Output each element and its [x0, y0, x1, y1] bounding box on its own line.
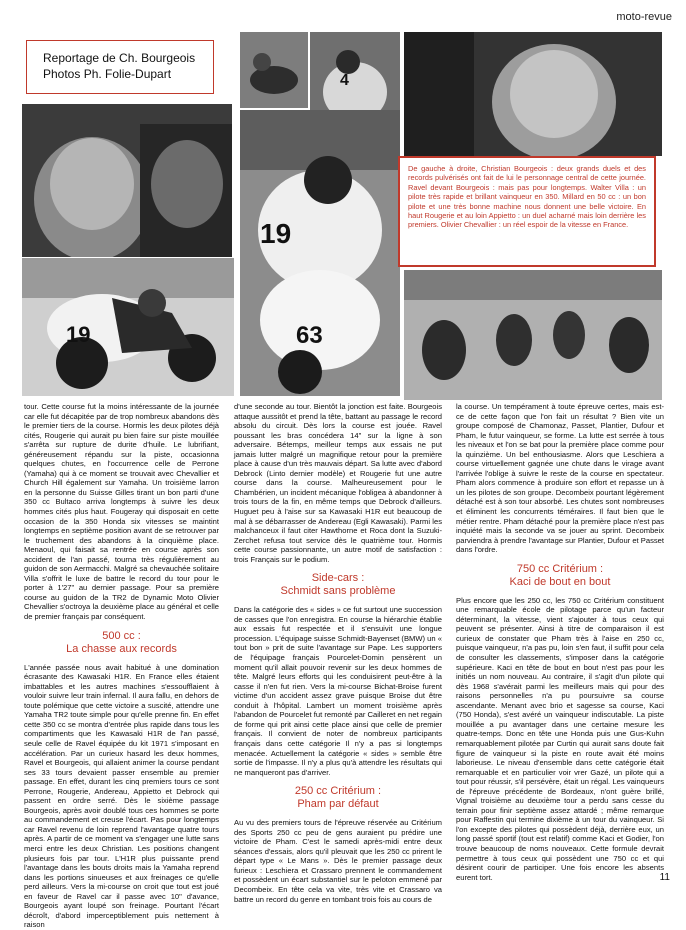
- col1-paragraph-2: L'année passée nous avait habitué à une domination écrasante des Kawasaki H1R. En France elles étaient imbattables et les autres machines s'essoufflaient à vouloir suivre leur train infernal. Il aura fallu, en dehors de toute polémique que cette victoire a suscité, attendre une Yamaha TR2 toute simple pour qu'elle prenne fin. En effet cette 350 cc se montra d'entrée plus rapide dans tous les compartiments que les Kawasaki H1R de l'an passé, seule celle de Ravel équipée du kit 1971 s'imposant en accélération. Par un curieux hasard les deux hommes, Ravel et Bourgeois, qui allaient animer la course pendant ses 33 tours devaient passer ensemble au premier passage. En effet, durant les cinq premiers tours ce sont Perrone, Rougerie, Andereau, Appietto et Debrock qui passent en ordre serré. Dès le sixième passage Bourgeois, après avoir doublé tous ces hommes se porte au commandement et creuse l'écart. Pas pour longtemps car Ravel revenu de loin reprend l'avantage quatre tours après. A partir de ce moment va s'engager une lutte sans merci entre les deux Christian. Les positions changent plusieurs fois par tour. L'H1R plus puissante prend l'avantage dans les bouts droits mais la Yamaha reprend dans les portions sinueuses et aux freinages ce qu'elle perd ailleurs. Vers la mi-course on croit que tout est joué en faveur de Ravel car il passe avec 10" d'avance, Bourgeois ayant loupé son freinage. Pourtant l'écart décroît, d'abord imperceptiblement puis nettement à raison: [24, 662, 219, 930]
- subheading-750cc-line2: Kaci de bout en bout: [509, 575, 611, 588]
- photo-caption: De gauche à droite, Christian Bourgeois : deux grands duels et des records pulvérisés ont fait de lui le personnage central de cette journée. Ravel devant Bourgeois : mais pas pour longtemps. Walter Villa : un pilote très rapide et brillant vainqueur en 350. Millard en 50 cc : un bon pilote et une très bonne machine nous donnent une belle victoire. En haut Rougerie et au loin Appietto : un duel acharné mais loin derrière les premiers. Olivier Chevallier : un réel espoir de la vitesse en France.: [398, 156, 656, 267]
- col2-paragraph-1: d'une seconde au tour. Bientôt la jonction est faite. Bourgeois attaque aussitôt et prend la tête, battant au passage le record absolu du circuit. Dès lors la course est jouée. Ravel poussant les bras concédera 14" sur la ligne à son adversaire. Bétemps, meilleur temps aux essais ne put jamais lutter malgré un magnifique retour pour la première place à cause d'un très mauvais départ. Sa lutte avec d'abord Debrock (Linto dernier modèle) et Rougerie fut une autre course dans la course. Malheureusement pour le Chambérien, un incident mécanique l'obligea à abandonner à trois tours de la fin, en même temps que Debrock d'ailleurs. Huguet peu à l'aise sur sa Kawasaki H1R eut beaucoup de mal à se débarrasser de Andereau (Egli Kawasaki). Parmi les malchanceux il faut citer Hawthorne et Roca dont la Suzuki-Zerchet refusa tout service dès le quatrième tour. Hormis cette course passionnante, un autre motif de satisfaction : trois Français sur le podium.: [234, 402, 442, 564]
- rider-number-center-bottom: 63: [296, 322, 323, 349]
- subheading-250cc-line2: Pham par défaut: [297, 798, 379, 811]
- col2-paragraph-3: Au vu des premiers tours de l'épreuve réservée au Critérium des Sports 250 cc peu de gens auraient pu prédire une victoire de Pham. C'est le samedi après-midi entre deux séances d'essais, alors qu'il pleuvait que les 250 cc prirent le départ type « Le Mans ». Dès le premier passage deux furieux : Leschiera et Crassaro prennent le commandement et possèdent un écart substantiel sur le peloton emmené par Decombeix. En tête cela va vite, très vite et Crassaro va battre un record du genre en tombant trois fois au cours de: [234, 818, 442, 904]
- photo-rider-portrait-left: [22, 104, 232, 257]
- article-column-3: [456, 402, 664, 882]
- photo-rider-bike-left: [22, 258, 234, 396]
- subheading-250cc-line1: 250 cc Critérium :: [294, 785, 382, 798]
- section-header: moto-revue: [616, 11, 672, 23]
- subheading-500cc-line1: 500 cc :: [102, 629, 141, 642]
- page-number: 11: [659, 872, 670, 883]
- col3-paragraph-1: la course. Un tempérament à toute épreuve certes, mais est-ce de cette façon que l'on fait un résultat ? Bien vite un groupe composé de Chamonaz, Passet, Plantier, Dufour et Pham, le futur vainqueur, se forme. La lutte est serrée à tous les niveaux et l'on se bat pour la première place comme pour la quinzième. Un bel enthousiasme. Alors que Leschiera a course virtuellement gagnée une chute dans le virage avant l'arrivée l'oblige à suivre le reste de la course en spectateur. Pham alors commence à produire son effort et repasse un à un les pilotes de son groupe. Decombeix pourtant légèrement détaché est à son tour absorbé. Les chutes sont nombreuses et éliminent les concurrents téméraires. Il faut bien que le métier rentre. Pham détaché pour la première place n'est pas inquiété mais la seconde va se jouer au sprint. Decombeix parviendra à prendre l'avantage sur Plantier, Dufour et Passet dans l'ordre.: [456, 402, 664, 555]
- col3-paragraph-2: Plus encore que les 250 cc, les 750 cc Critérium constituent une remarquable école de pilotage parce qu'un facteur déterminant, la vitesse, vient s'ajouter à tous ceux qui peuvent se présenter. Ainsi à titre de comparaison il est curieux de constater que Pham très à l'aise en 250 cc, puisque vainqueur, n'a pas pu, loin s'en faut, il suffit pour cela de consulter les classements, s'imposer dans la catégorie supérieure. Kaci en tête de bout en bout n'est pas pour les initiés un nom nouveau. Au contraire, il s'agit d'un pilote qui dès 1968 s'avérait parmi les meilleurs mais qui pour des raisons personnelles n'a pu poursuivre sa course ascendante. Menant avec brio et sagesse sa course, Kaci (750 Honda), s'est avéré un vainqueur indiscutable. La piste mouillée a pu avantager dans une certaine mesure les quatre-temps. Donc en tête une Honda puis une Gus-Kuhn remarquablement pilotée par Curtin qui aurait sans doute fait figure de vainqueur si la piste en route avait été moins laborieuse. Le niveau d'ensemble dans cette catégorie était remarquable et en particulier voir vrer Gazé, un pilote qui a tout pour réussir, s'il persévère, était un régal. Les vainqueurs de l'épreuve précédente de Bordeaux, n'ont guère brillé, Vignal troisième au deuxième tour a perdu sans cesse du terrain pour finir septième assez attardé ; même remarque pour Raffestin qui termine dixième à un tour du vainqueur. Si l'on excepte des pilotes qui possèdent déjà, derrière eux, un long passé sportif (tout est relatif) comme Kaci et Godier, l'on trouve beaucoup de noms nouveaux. Cette formule devrait permettre à tous ceux qui possèdent une 750 cc et qui désirent courir de participer. Une fois encore les absents eurent tort.: [456, 595, 664, 882]
- article-column-1: [24, 402, 219, 930]
- rider-number-left: 19: [66, 322, 91, 347]
- article-column-2: [234, 402, 442, 904]
- subheading-500cc-line2: La chasse aux records: [66, 642, 177, 655]
- byline-box: [26, 40, 214, 94]
- rider-number-top-mid: 4: [340, 72, 349, 89]
- subheading-500cc: [24, 630, 219, 656]
- col2-paragraph-2: Dans la catégorie des « sides » ce fut surtout une succession de casses que l'on enregistra. En course la hiérarchie établie aux essais fut respectée et il s'ensuivit une longue procession. L'équipage suisse Schmidt-Bayenset (BMW) un « tout bon » prit de suite l'avantage sur Pape. Les supporters de l'équipage français Pourcelet-Domin pensèrent un moment qu'il allait pouvoir revenir sur les deux hommes de tête. Malgré leurs efforts qui les conduisirent peut-être à la casse il n'en fut rien. Vers la mi-course Bichat-Broise furent victime d'un accident assez grave puisque Broise dut être conduit à l'hôpital. Lambert un moment troisième après l'abandon de Pourcelet fut remonté par Cailleret en net regain de forme qui prit ainsi cette place ainsi que celle de premier français. Il convient de noter de nombreux participants français dans cette catégorie Il n'y a pas si longtemps menacée. Actuellement la catégorie « sides » semble être sortie de l'impasse. Il n'y a plus qu'à attendre les résultats qui ne manqueront pas d'arriver.: [234, 605, 442, 777]
- subheading-sidecars-line1: Side-cars :: [311, 572, 365, 585]
- rider-number-center-top: 19: [260, 218, 292, 249]
- subheading-750cc-line1: 750 cc Critérium :: [516, 562, 604, 575]
- subheading-sidecars-line2: Schmidt sans problème: [280, 585, 396, 598]
- photo-rider-portrait-right: [404, 32, 662, 156]
- subheading-750cc: [456, 563, 664, 589]
- byline-photographer: Photos Ph. Folie-Dupart: [43, 67, 172, 81]
- photo-rider-number-19: [240, 110, 400, 396]
- photo-riders-group: [404, 270, 662, 400]
- byline-author: Reportage de Ch. Bourgeois: [43, 51, 196, 65]
- photo-racer-top-left: [240, 32, 308, 108]
- subheading-250cc: [234, 785, 442, 811]
- col1-paragraph-1: tour. Cette course fut la moins intéressante de la journée car elle fut décapitée par de trop nombreux abandons dès le premier tiers de la course. Hormis les deux pilotes déjà cités, Rougerie qui aurait pu bien faire sur piste mouillée s'arrêta sur rupture de durite d'huile. Le lubrifiant, généreusement répandu sur la piste, occasionna quelques chutes, en l'occurrence celle de Perrone (Yamaha) qui à ce moment se trouvait avec Chevallier et Church Hill également sur Yamaha. Un troisième larron en la personne du Suisse Gilles tirant un bon parti d'une 350 cc Bultaco arriva longtemps à suivre les deux hommes cités plus haut. Fougeray qui disposait en cette occasion de la 350 Honda six vitesses se maintint longtemps en septième position avant de se retrouver par le truchement des abandons à la cinquième place. Menaoul, qui faisait sa rentrée en course après son accident de l'an passé, tourna très régulièrement au guidon de son Aermacchi. Malgré sa chevauchée solitaire Villa s'offrit le luxe de battre le record du tour pour le porter à 1'27" au dernier passage. Pour sa première course au guidon de la TR2 de Dynamic Moto Olivier Chevallier s'octroya la deuxième place au général et celle de premier français par conséquent.: [24, 402, 219, 622]
- subheading-sidecars: [234, 572, 442, 598]
